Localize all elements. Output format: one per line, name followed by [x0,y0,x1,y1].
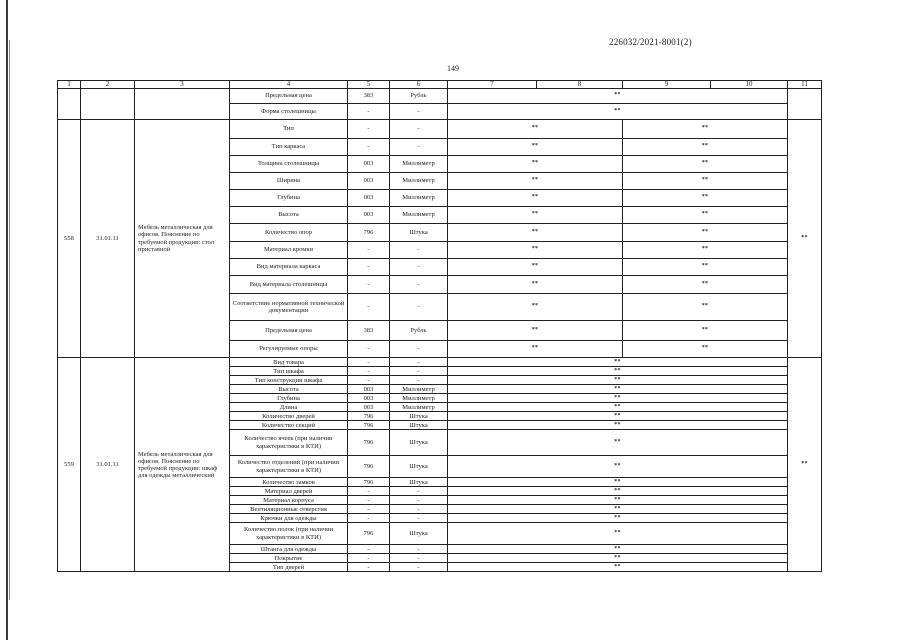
value-cell: ** [448,207,623,224]
value-cell: ** [448,104,788,120]
characteristic-name: Высота [230,385,348,394]
characteristic-name: Предельная цена [230,321,348,341]
unit-name: Миллиметр [390,385,448,394]
column-header: 3 [135,81,230,89]
value-cell: ** [448,487,788,496]
okei-code: - [348,341,390,358]
okei-code: 796 [348,412,390,421]
unit-name: Штука [390,456,448,478]
value-cell: ** [623,173,788,190]
unit-name: Рубль [390,89,448,104]
okei-code: - [348,514,390,523]
characteristic-name: Длина [230,403,348,412]
value-cell: ** [623,190,788,207]
table-row [58,89,822,104]
column-header: 4 [230,81,348,89]
column-header: 2 [81,81,135,89]
value-cell: ** [623,321,788,341]
unit-name: Штука [390,523,448,545]
characteristic-name: Высота [230,207,348,224]
value-cell: ** [448,421,788,430]
characteristic-name: Форма столешницы [230,104,348,120]
value-cell: ** [448,430,788,456]
item-description: Мебель металлическая для офисов. Пояснение по требуемой продукции: стол приставной [135,120,230,358]
value-cell: ** [448,120,623,139]
value-cell: ** [448,523,788,545]
unit-name: - [390,505,448,514]
okei-code: 383 [348,89,390,104]
okei-code: 003 [348,207,390,224]
unit-name: - [390,514,448,523]
value-cell: ** [448,496,788,505]
unit-name: Штука [390,478,448,487]
unit-name: Штука [390,430,448,456]
value-cell: ** [448,505,788,514]
okpd-cell [81,89,135,120]
unit-name: - [390,341,448,358]
characteristic-name: Количество полок (при наличии характеристики в КТИ) [230,523,348,545]
value-cell: ** [448,224,623,242]
okei-code: 383 [348,321,390,341]
characteristic-name: Материал корпуса [230,496,348,505]
page-number: 149 [447,64,459,73]
column-header: 6 [390,81,448,89]
characteristic-name: Вид материала столешницы [230,276,348,294]
okei-code: - [348,545,390,554]
characteristic-name: Крючки для одежды [230,514,348,523]
column-header: 1 [58,81,81,89]
value-cell: ** [448,341,623,358]
value-cell: ** [623,120,788,139]
characteristic-name: Регулируемые опоры [230,341,348,358]
characteristic-name: Количество отделений (при наличии характеристики в КТИ) [230,456,348,478]
value-cell: ** [623,207,788,224]
value-cell: ** [623,242,788,259]
value-cell: ** [448,412,788,421]
okei-code: - [348,563,390,572]
characteristics-table [57,88,822,572]
value-cell: ** [623,156,788,173]
unit-name: Миллиметр [390,156,448,173]
characteristic-name: Соответствие нормативной технической документации [230,294,348,321]
okei-code: - [348,496,390,505]
unit-name: Миллиметр [390,394,448,403]
okei-code: 003 [348,394,390,403]
unit-name: - [390,242,448,259]
okei-code: 796 [348,523,390,545]
unit-name: Штука [390,224,448,242]
column-header: 8 [537,81,623,89]
column-header: 11 [788,81,822,89]
characteristic-name: Покрытие [230,554,348,563]
okei-code: - [348,367,390,376]
col11-value: ** [788,358,822,572]
unit-name: Миллиметр [390,207,448,224]
characteristic-name: Глубина [230,190,348,207]
okei-code: 003 [348,190,390,207]
value-cell: ** [448,385,788,394]
unit-name: - [390,554,448,563]
value-cell: ** [448,514,788,523]
value-cell: ** [623,139,788,156]
okei-code: - [348,294,390,321]
value-cell: ** [623,294,788,321]
value-cell: ** [623,259,788,276]
unit-name: - [390,294,448,321]
value-cell: ** [448,276,623,294]
value-cell: ** [448,376,788,385]
value-cell: ** [448,367,788,376]
column-header: 9 [623,81,711,89]
okei-code: - [348,276,390,294]
column-header: 7 [448,81,537,89]
okei-code: - [348,259,390,276]
table-row [58,120,822,139]
unit-name: - [390,276,448,294]
characteristic-name: Тип дверей [230,563,348,572]
unit-name: - [390,120,448,139]
okei-code: 003 [348,385,390,394]
value-cell: ** [448,554,788,563]
value-cell: ** [448,294,623,321]
characteristic-name: Количество дверей [230,412,348,421]
okei-code: - [348,376,390,385]
table-row [58,358,822,367]
characteristic-name: Вентиляционные отверстия [230,505,348,514]
value-cell: ** [448,563,788,572]
okei-code: 003 [348,403,390,412]
unit-name: - [390,496,448,505]
value-cell: ** [448,456,788,478]
description-cell [135,89,230,120]
value-cell: ** [448,89,788,104]
value-cell: ** [448,190,623,207]
value-cell: ** [623,224,788,242]
characteristic-name: Вид материала каркаса [230,259,348,276]
okpd-code: 31.01.11 [81,358,135,572]
characteristic-name: Предельная цена [230,89,348,104]
unit-name: - [390,104,448,120]
row-number: 558 [58,120,81,358]
value-cell: ** [448,403,788,412]
characteristic-name: Тип конструкции шкафа [230,376,348,385]
characteristic-name: Количество ячеек (при наличии характеристики в КТИ) [230,430,348,456]
unit-name: Рубль [390,321,448,341]
okei-code: - [348,358,390,367]
unit-name: - [390,563,448,572]
value-cell: ** [448,358,788,367]
value-cell: ** [448,545,788,554]
okei-code: 796 [348,224,390,242]
unit-name: - [390,358,448,367]
characteristic-name: Тип [230,120,348,139]
column-header: 5 [348,81,390,89]
okei-code: 796 [348,430,390,456]
okei-code: - [348,554,390,563]
characteristic-name: Вид товара [230,358,348,367]
okei-code: 796 [348,456,390,478]
unit-name: - [390,259,448,276]
scan-page-edge-inner [9,40,10,600]
okei-code: 003 [348,173,390,190]
okei-code: 003 [348,156,390,173]
value-cell: ** [623,276,788,294]
unit-name: - [390,487,448,496]
characteristic-name: Материал дверей [230,487,348,496]
okei-code: - [348,139,390,156]
characteristic-name: Тип шкафа [230,367,348,376]
characteristic-name: Количество секций [230,421,348,430]
document-number: 226032/2021-8001(2) [609,37,692,47]
okei-code: - [348,487,390,496]
unit-name: - [390,367,448,376]
okei-code: - [348,104,390,120]
okei-code: - [348,242,390,259]
value-cell: ** [448,259,623,276]
value-cell: ** [448,139,623,156]
okei-code: 796 [348,478,390,487]
row-number-cell [58,89,81,120]
okei-code: - [348,505,390,514]
unit-name: Штука [390,412,448,421]
row-number: 559 [58,358,81,572]
value-cell: ** [448,173,623,190]
characteristic-name: Глубина [230,394,348,403]
value-cell: ** [448,156,623,173]
unit-name: Миллиметр [390,403,448,412]
characteristic-name: Материал кромки [230,242,348,259]
characteristic-name: Ширина [230,173,348,190]
value-cell: ** [448,478,788,487]
unit-name: Штука [390,421,448,430]
unit-name: - [390,139,448,156]
unit-name: Миллиметр [390,173,448,190]
col11-value: ** [788,120,822,358]
characteristic-name: Количество опор [230,224,348,242]
characteristic-name: Штанга для одежды [230,545,348,554]
column-header: 10 [711,81,788,89]
unit-name: - [390,545,448,554]
item-description: Мебель металлическая для офисов. Пояснение по требуемой продукции: шкаф для одежды металлический [135,358,230,572]
characteristic-name: Толщина столешницы [230,156,348,173]
col11-cell [788,89,822,120]
value-cell: ** [448,394,788,403]
characteristic-name: Количество замков [230,478,348,487]
scan-page-edge [6,0,8,640]
value-cell: ** [448,242,623,259]
unit-name: Миллиметр [390,190,448,207]
okei-code: 796 [348,421,390,430]
okei-code: - [348,120,390,139]
value-cell: ** [448,321,623,341]
characteristic-name: Тип каркаса [230,139,348,156]
value-cell: ** [623,341,788,358]
okpd-code: 31.01.11 [81,120,135,358]
unit-name: - [390,376,448,385]
